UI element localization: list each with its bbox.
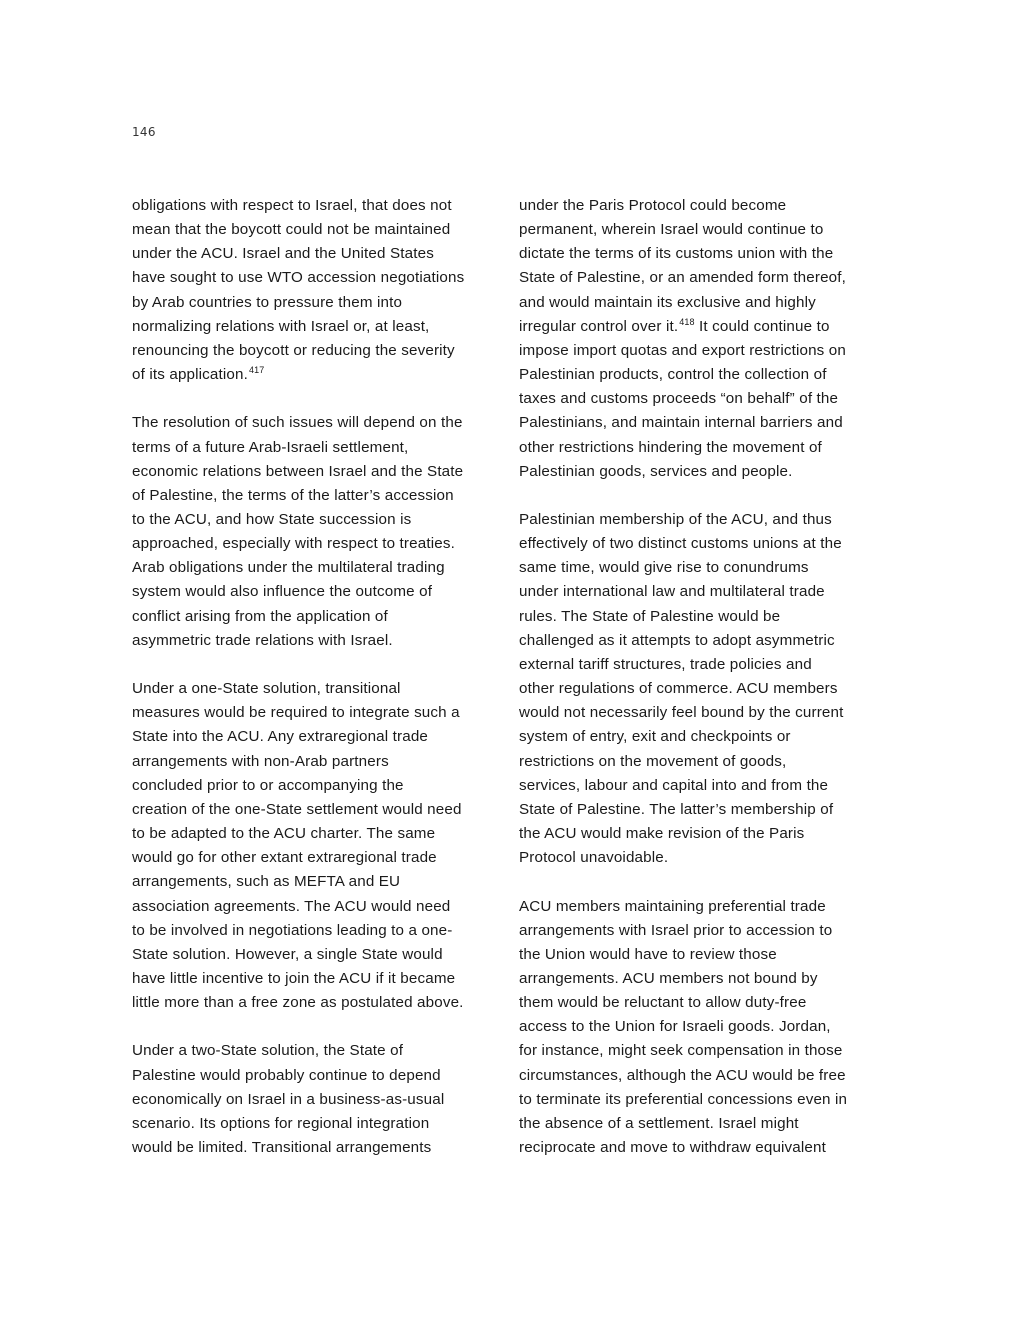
text-line: Palestinian goods, services and people. [519, 462, 793, 480]
text-line: to terminate its preferential concessions even in [519, 1090, 848, 1108]
text-line: The resolution of such issues will depend on the [132, 414, 463, 432]
text-line: obligations with respect to Israel, that does not [132, 197, 452, 214]
text-line: renouncing the boycott or reducing the severity [132, 341, 455, 359]
text-line: under the Paris Protocol could become [519, 197, 787, 214]
text-line: concluded prior to or accompanying the [132, 776, 404, 794]
text-line [132, 363, 498, 387]
text-line: the absence of a settlement. Israel might [519, 1114, 799, 1132]
text-line: Palestine would probably continue to depend [132, 1066, 441, 1084]
text-line: restrictions on the movement of goods, [519, 752, 787, 770]
text-line: other restrictions hindering the movement of [519, 438, 822, 456]
page-number: 146 [132, 125, 156, 139]
footnote-ref-418[interactable]: 418 [679, 316, 695, 327]
text-line: mean that the boycott could not be maintained [132, 221, 451, 239]
left-column [132, 194, 498, 1184]
text-line: permanent, wherein Israel would continue to [519, 221, 824, 239]
text-line: challenged as it attempts to adopt asymmetric [519, 631, 835, 649]
text-line: access to the Union for Israeli goods. Jordan, [519, 1018, 831, 1036]
text-line: measures would be required to integrate such a [132, 704, 460, 722]
text-line: Palestinian membership of the ACU, and thus [519, 511, 832, 529]
text-line: under international law and multilateral trade [519, 583, 825, 601]
text-line: approached, especially with respect to treaties. [132, 535, 455, 553]
paragraph [519, 194, 891, 484]
text-line: have sought to use WTO accession negotiations [132, 269, 465, 287]
text-fragment: It could continue to [694, 317, 830, 335]
text-line: under the ACU. Israel and the United States [132, 245, 434, 263]
text-fragment: of its application. [132, 366, 248, 384]
text-line: of Palestine, the terms of the latter’s accession [132, 486, 454, 504]
text-line: effectively of two distinct customs unions at the [519, 535, 842, 553]
text-line: reciprocate and move to withdraw equivalent [519, 1139, 826, 1157]
text-line: State into the ACU. Any extraregional trade [132, 728, 429, 746]
text-line: arrangements, such as MEFTA and EU [132, 873, 401, 891]
text-line: ACU members maintaining preferential trade [519, 897, 826, 915]
text-line: arrangements with Israel prior to accession to [519, 921, 833, 939]
text-line: the Union would have to review those [519, 945, 777, 963]
text-line: system would also influence the outcome of [132, 583, 433, 601]
text-line: normalizing relations with Israel or, at least, [132, 317, 430, 335]
text-fragment: irregular control over it. [519, 317, 679, 335]
text-line: would be limited. Transitional arrangements [132, 1139, 432, 1157]
text-line: Protocol unavoidable. [519, 849, 669, 867]
text-line: little more than a free zone as postulated above. [132, 994, 464, 1012]
text-line: Palestinians, and maintain internal barriers and [519, 414, 843, 432]
text-line: terms of a future Arab-Israeli settlement, [132, 438, 409, 456]
text-line: to be involved in negotiations leading to a one- [132, 921, 453, 939]
text-line: and would maintain its exclusive and highly [519, 293, 816, 311]
text-line: asymmetric trade relations with Israel. [132, 631, 393, 649]
text-line: economic relations between Israel and the State [132, 462, 464, 480]
footnote-ref-417[interactable]: 417 [248, 365, 265, 376]
text-line: for instance, might seek compensation in those [519, 1042, 843, 1060]
right-column [519, 194, 891, 1184]
paragraph [519, 895, 891, 1161]
text-line: other regulations of commerce. ACU members [519, 680, 838, 698]
text-line: conflict arising from the application of [132, 607, 388, 625]
text-line: services, labour and capital into and from the [519, 776, 829, 794]
text-line: association agreements. The ACU would need [132, 897, 451, 915]
text-line: to the ACU, and how State succession is [132, 511, 412, 529]
text-line: by Arab countries to pressure them into [132, 293, 403, 311]
text-line: taxes and customs proceeds “on behalf” of the [519, 390, 839, 408]
text-line: State solution. However, a single State would [132, 945, 443, 963]
paragraph [132, 194, 498, 387]
text-line: have little incentive to join the ACU if it became [132, 969, 456, 987]
text-line: to be adapted to the ACU charter. The same [132, 825, 436, 843]
text-line: Palestinian products, control the collection of [519, 366, 827, 384]
text-line: impose import quotas and export restrictions on [519, 341, 846, 359]
text-line [519, 315, 891, 339]
paragraph [519, 508, 891, 870]
paragraph [132, 677, 498, 1015]
text-line: Arab obligations under the multilateral trading [132, 559, 445, 577]
text-line: Under a two-State solution, the State of [132, 1042, 404, 1060]
text-line: arrangements with non-Arab partners [132, 752, 389, 770]
paragraph [132, 411, 498, 653]
text-line: system of entry, exit and checkpoints or [519, 728, 791, 746]
text-line: the ACU would make revision of the Paris [519, 825, 805, 843]
text-line: economically on Israel in a business-as-usual [132, 1090, 445, 1108]
text-line: arrangements. ACU members not bound by [519, 969, 818, 987]
text-line: creation of the one-State settlement would need [132, 800, 462, 818]
text-line: would go for other extant extraregional trade [132, 849, 437, 867]
text-line: scenario. Its options for regional integration [132, 1114, 430, 1132]
text-line: dictate the terms of its customs union with the [519, 245, 834, 263]
paragraph [132, 1039, 498, 1160]
text-line: external tariff structures, trade policies and [519, 655, 812, 673]
text-line: would not necessarily feel bound by the current [519, 704, 844, 722]
text-line: same time, would give rise to conundrums [519, 559, 809, 577]
text-line: rules. The State of Palestine would be [519, 607, 781, 625]
text-line: State of Palestine, or an amended form thereof, [519, 269, 847, 287]
text-line: Under a one-State solution, transitional [132, 680, 401, 698]
text-line: circumstances, although the ACU would be free [519, 1066, 846, 1084]
text-line: State of Palestine. The latter’s membership of [519, 800, 834, 818]
text-line: them would be reluctant to allow duty-free [519, 994, 807, 1012]
